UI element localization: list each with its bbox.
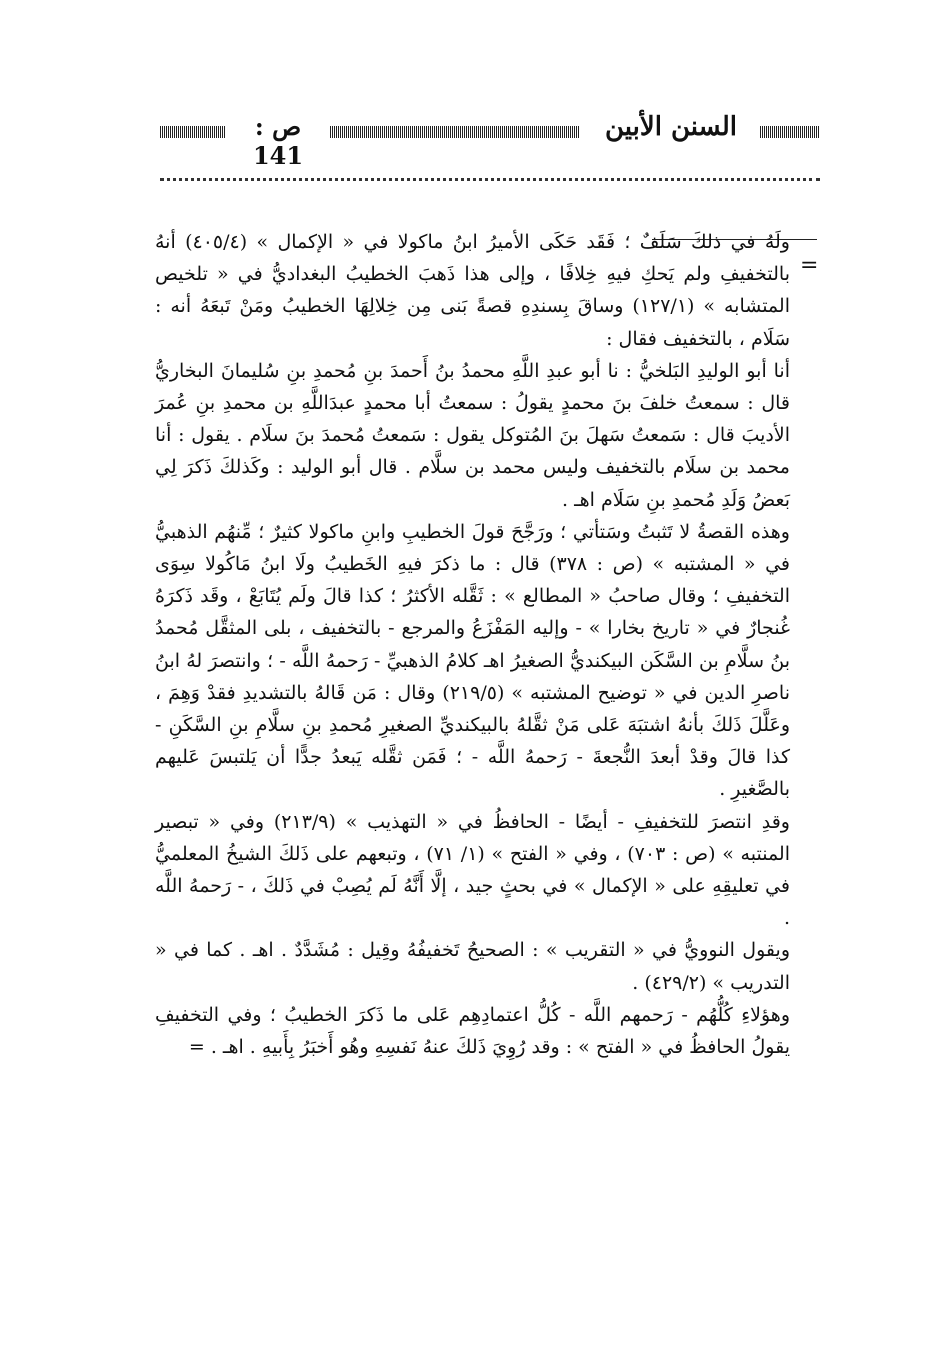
paragraph: وهؤلاءِ كُلُّهُم - رَحمهم اللَّه - كُلُّ اعتمادِهِم عَلى ما ذَكرَ الخطيبُ ؛ وفي التخفيفِ يقولُ الحافظُ في « الفتح » : وقد رُوِيَ ذَلكَ عنهُ نَفسِهِ وهُو أَخبَرُ بِأَبيهِ . اهـ . =: [155, 1003, 790, 1059]
page-header: [160, 112, 820, 170]
header-ornament-right: [760, 126, 820, 138]
footnote-text: [155, 226, 790, 1063]
paragraph: وقدِ انتصرَ للتخفيفِ - أيضًا - الحافظُ في « التهذيب » (٢١٣/٩) وفي « تبصير المنتبه » (ص : ٧٠٣) ، وفي « الفتح » (١/ ٧١) ، وتبعهم على ذَلكَ الشيخُ المعلميُّ في تعليقِهِ على « الإكمال » في بحثٍ جيد ، إلَّا أَنَّهُ لَم يُصِبْ في ذَلكَ ، - رَحمهُ اللَّه .: [155, 810, 790, 930]
paragraph: ويقول النوويُّ في « التقريب » : الصحيحُ تَخفيفُهُ وقِيل : مُشَدَّدٌ . اهـ . كما في « التدريب » (٤٢٩/٢) .: [155, 939, 790, 994]
running-book-title: السنن الأبين: [605, 112, 737, 142]
header-ornament-left: [160, 126, 226, 138]
paragraph: وهذه القصةُ لا تَثبتُ وسَتأتي ؛ ورَجَّحَ قولَ الخطيبِ وابنِ ماكولا كثيرٌ ؛ مِّنهُم الذهبيُّ في « المشتبه » (ص : ٣٧٨) قال : ما ذكرَ فيهِ الخَطيبُ ولَا ابنُ مَاكُولا سِوَى التخفيفِ ؛ وقال صاحبُ « المطالع » : ثَقَّله الأكثرُ ؛ كذا قالَ ولَم يُتَابَعْ ، وقَد ذَكرَهُ غُنجارٌ في « تاريخ بخارا » - وإليه المَفْزَعُ والمرجع - بالتخفيف ، بلى المثقَّل مُحمدُ بنُ سلَّامِ بن السَّكَن البيكنديُّ الصغيرُ اهـ كلامُ الذهبيِّ - رَحمهُ اللَّه - ؛ وانتصرَ لهُ ابنُ ناصرِ الدين في « توضيح المشتبه » (٢١٩/٥) وقال : مَن قَالهُ بالتشديدِ فقدْ وَهِمَ ، وعَلَّلَ ذَلكَ بأنهُ اشتبَهَ عَلى مَنْ ثقَّلهُ بالبيكنديِّ الصغيرِ مُحمدِ بنِ سلَّامِ بنِ السَّكَنِ - كذا قالَ وقدْ أبعدَ النُّجعةَ - رَحمهُ اللَّه - ؛ فَمَن ثقَّله يَبعدُ جدًّا أن يَلتبسَ عَليهم بالصَّغيرِ .: [155, 520, 790, 801]
dotted-separator: [160, 178, 820, 181]
paragraph: ولَهُ في ذلكَ سَلَفٌ ؛ فَقَد حَكَى الأميرُ ابنُ ماكولا في « الإكمال » (٤٠٥/٤) أنهُ بالتخفيفِ ولم يَحكِ فيهِ خِلافًا ، وإلى هذا ذَهبَ الخطيبُ البغداديُّ في « تلخيص المتشابه » (١٢٧/١) وساقَ بِسندِهِ قصةً بَنى مِن خِلالِهَا الخطيبُ ومَنْ تَبعَهُ أنه : سَلَام ، بالتخفيف فقال :: [155, 231, 790, 350]
paragraph: أنا أبو الوليدِ البَلخيُّ : نا أبو عبدِ اللَّهِ محمدُ بنُ أَحمدَ بنِ مُحمدِ بنِ سُليمانَ البخاريُّ قال : سمعتُ خلفَ بنَ محمدٍ يقولُ : سمعتُ أبا محمدٍ عبدَاللَّهِ بن محمدِ بنِ عُمرَ الأديبَ قال : سَمعتُ سَهلَ بنَ المُتوكل يقول : سَمعتُ مُحمدَ بنَ سلَام . يقول : أنا محمد بن سلَام بالتخفيف وليس محمد بن سلَّام . قال أبو الوليد : وكَذلكَ ذَكرَ لِي بَعضُ وَلَدِ مُحمدِ بنِ سَلَام اهـ .: [155, 359, 790, 511]
page-number: ص : 141: [252, 112, 304, 170]
header-ornament-middle: [330, 126, 580, 138]
continuation-mark: =: [800, 253, 819, 278]
